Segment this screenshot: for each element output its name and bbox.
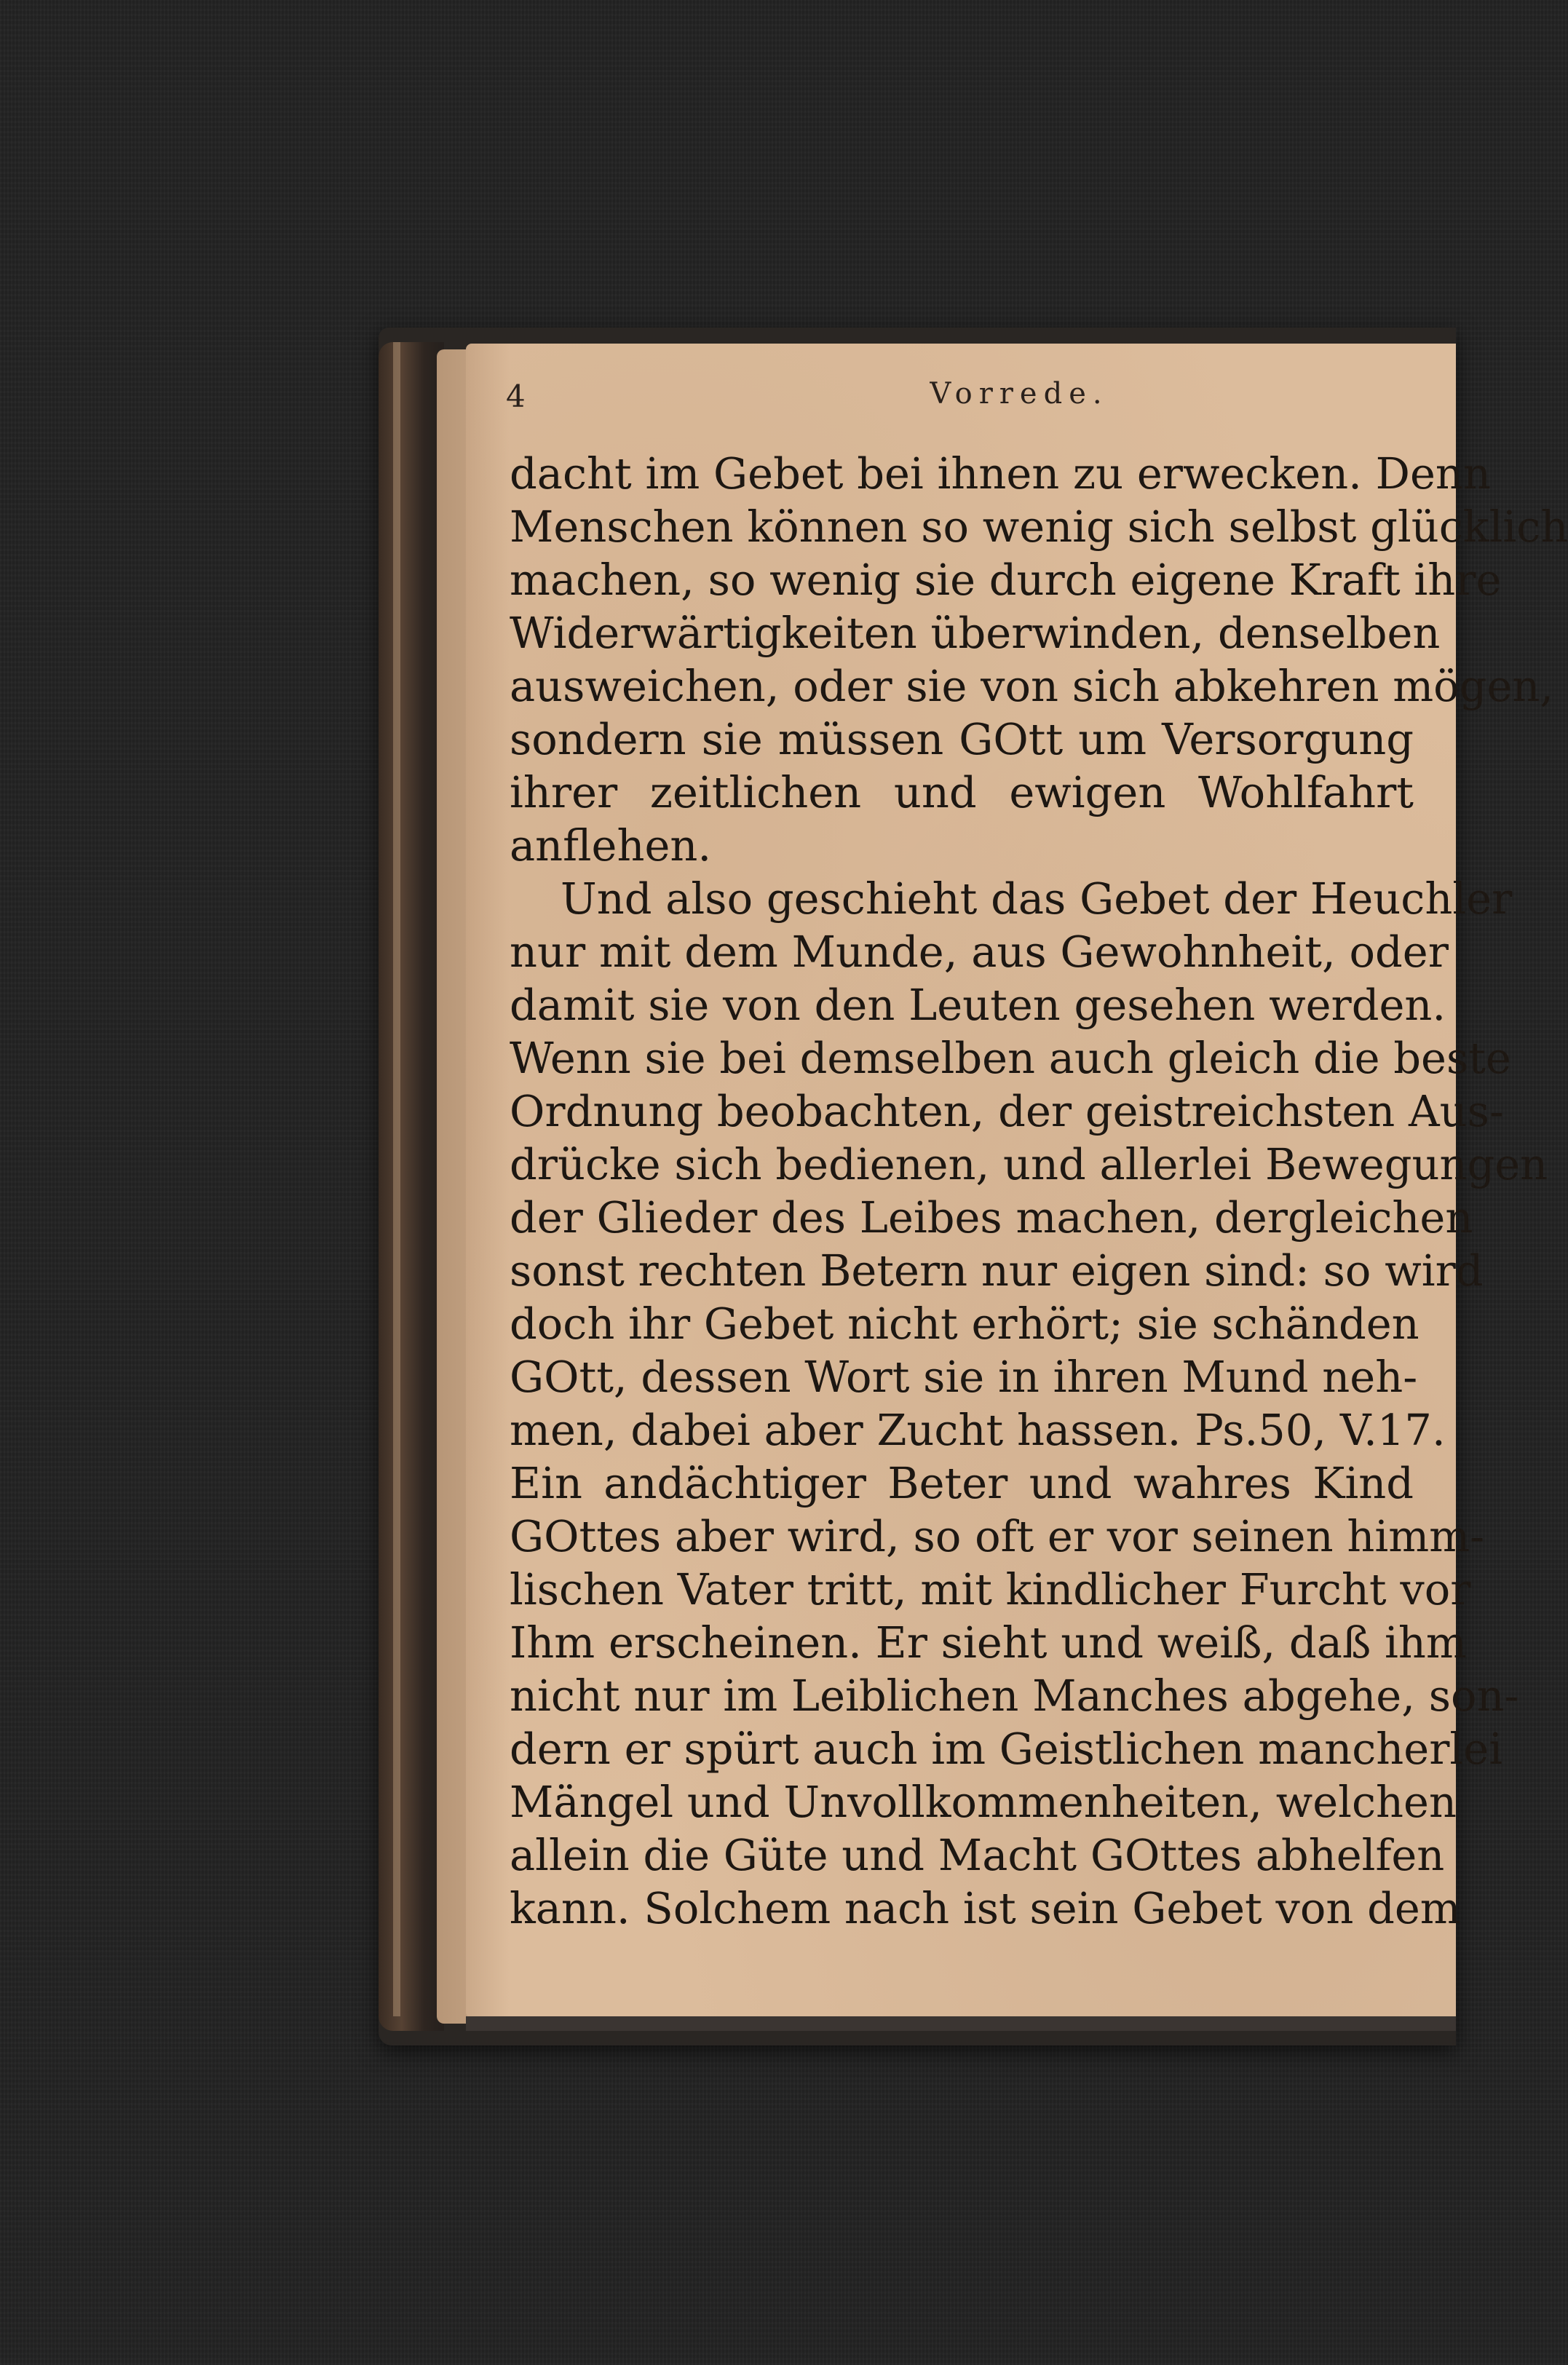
text-line: Ihm erscheinen. Er sieht und weiß, daß ihm	[510, 1617, 1467, 1668]
text-line: Und also geschieht das Gebet der Heuchler	[561, 873, 1513, 924]
text-line: Widerwärtigkeiten überwinden, denselben	[510, 608, 1441, 658]
text-line: doch ihr Gebet nicht erhört; sie schänden	[510, 1299, 1419, 1349]
text-line: dacht im Gebet bei ihnen zu erwecken. Denn	[510, 448, 1491, 499]
text-line: ausweichen, oder sie von sich abkehren mögen,	[510, 661, 1554, 711]
text-line: sonst rechten Betern nur eigen sind: so wird	[510, 1245, 1484, 1296]
text-line: Ein andächtiger Beter und wahres Kind	[510, 1458, 1414, 1508]
text-line: sondern sie müssen GOtt um Versorgung	[510, 714, 1414, 764]
book-spine-edge	[393, 342, 400, 2016]
text-line: allein die Güte und Macht GOttes abhelfen	[510, 1830, 1445, 1880]
text-line: lischen Vater tritt, mit kindlicher Furcht vor	[510, 1564, 1471, 1615]
text-line: machen, so wenig sie durch eigene Kraft ihre	[510, 555, 1502, 605]
text-line: drücke sich bedienen, und allerlei Bewegungen	[510, 1139, 1548, 1189]
text-line: Mängel und Unvollkommenheiten, welchen	[510, 1777, 1457, 1827]
text-line: Menschen können so wenig sich selbst glücklich	[510, 502, 1568, 552]
text-line: nicht nur im Leiblichen Manches abgehe, son-	[510, 1671, 1519, 1721]
text-line: men, dabei aber Zucht hassen. Ps.50, V.17.	[510, 1405, 1446, 1455]
text-line: Ordnung beobachten, der geistreichsten Aus-	[510, 1086, 1504, 1136]
text-line: GOtt, dessen Wort sie in ihren Mund neh-	[510, 1352, 1418, 1402]
page-number: 4	[506, 379, 526, 414]
text-line: Wenn sie bei demselben auch gleich die beste	[510, 1033, 1511, 1083]
text-line: anflehen.	[510, 820, 712, 871]
book-bottom-edge	[466, 2016, 1456, 2031]
text-line: kann. Solchem nach ist sein Gebet von dem	[510, 1883, 1461, 1933]
body-text	[510, 447, 1568, 1935]
text-line: der Glieder des Leibes machen, dergleichen	[510, 1192, 1473, 1243]
text-line: ihrer zeitlichen und ewigen Wohlfahrt	[510, 767, 1414, 817]
text-line: nur mit dem Munde, aus Gewohnheit, oder	[510, 927, 1449, 977]
text-line: damit sie von den Leuten gesehen werden.	[510, 980, 1446, 1030]
book-spine	[379, 342, 444, 2031]
text-line: GOttes aber wird, so oft er vor seinen himm-	[510, 1511, 1485, 1561]
running-head: Vorrede.	[930, 377, 1109, 411]
text-line: dern er spürt auch im Geistlichen mancherlei	[510, 1724, 1503, 1774]
